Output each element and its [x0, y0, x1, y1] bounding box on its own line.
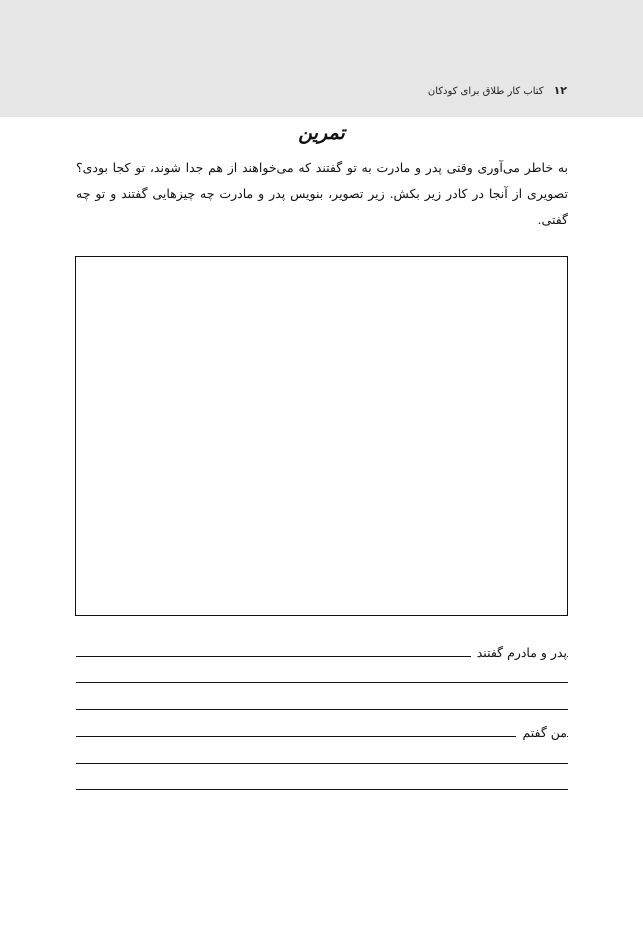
answer-line-me-1[interactable]: [76, 736, 568, 737]
prompt-parents-said: پدر و مادرم گفتند: [471, 645, 567, 660]
book-title: کتاب کار طلاق برای کودکان: [427, 86, 544, 97]
answer-line-parents-2[interactable]: [76, 682, 568, 683]
prompt-i-said: من گفتم: [516, 725, 567, 740]
exercise-instruction: به خاطر می‌آوری وقتی پدر و مادرت به تو گفتند که می‌خواهند از هم جدا شوند، تو کجا بودی؟ تصویری از آنجا در کادر زیر بکش. زیر تصویر، بنویس پدر و مادرت چه چیزهایی گفتند و تو چه گفتی.: [76, 160, 568, 227]
page-header-band: [0, 0, 643, 117]
answer-line-me-3[interactable]: [76, 789, 568, 790]
answer-line-me-2[interactable]: [76, 763, 568, 764]
page-number: ۱۲: [553, 84, 567, 97]
exercise-title: تمرین: [298, 122, 345, 144]
answer-line-parents-3[interactable]: [76, 709, 568, 710]
drawing-frame[interactable]: [75, 256, 568, 616]
running-header: [428, 84, 567, 97]
